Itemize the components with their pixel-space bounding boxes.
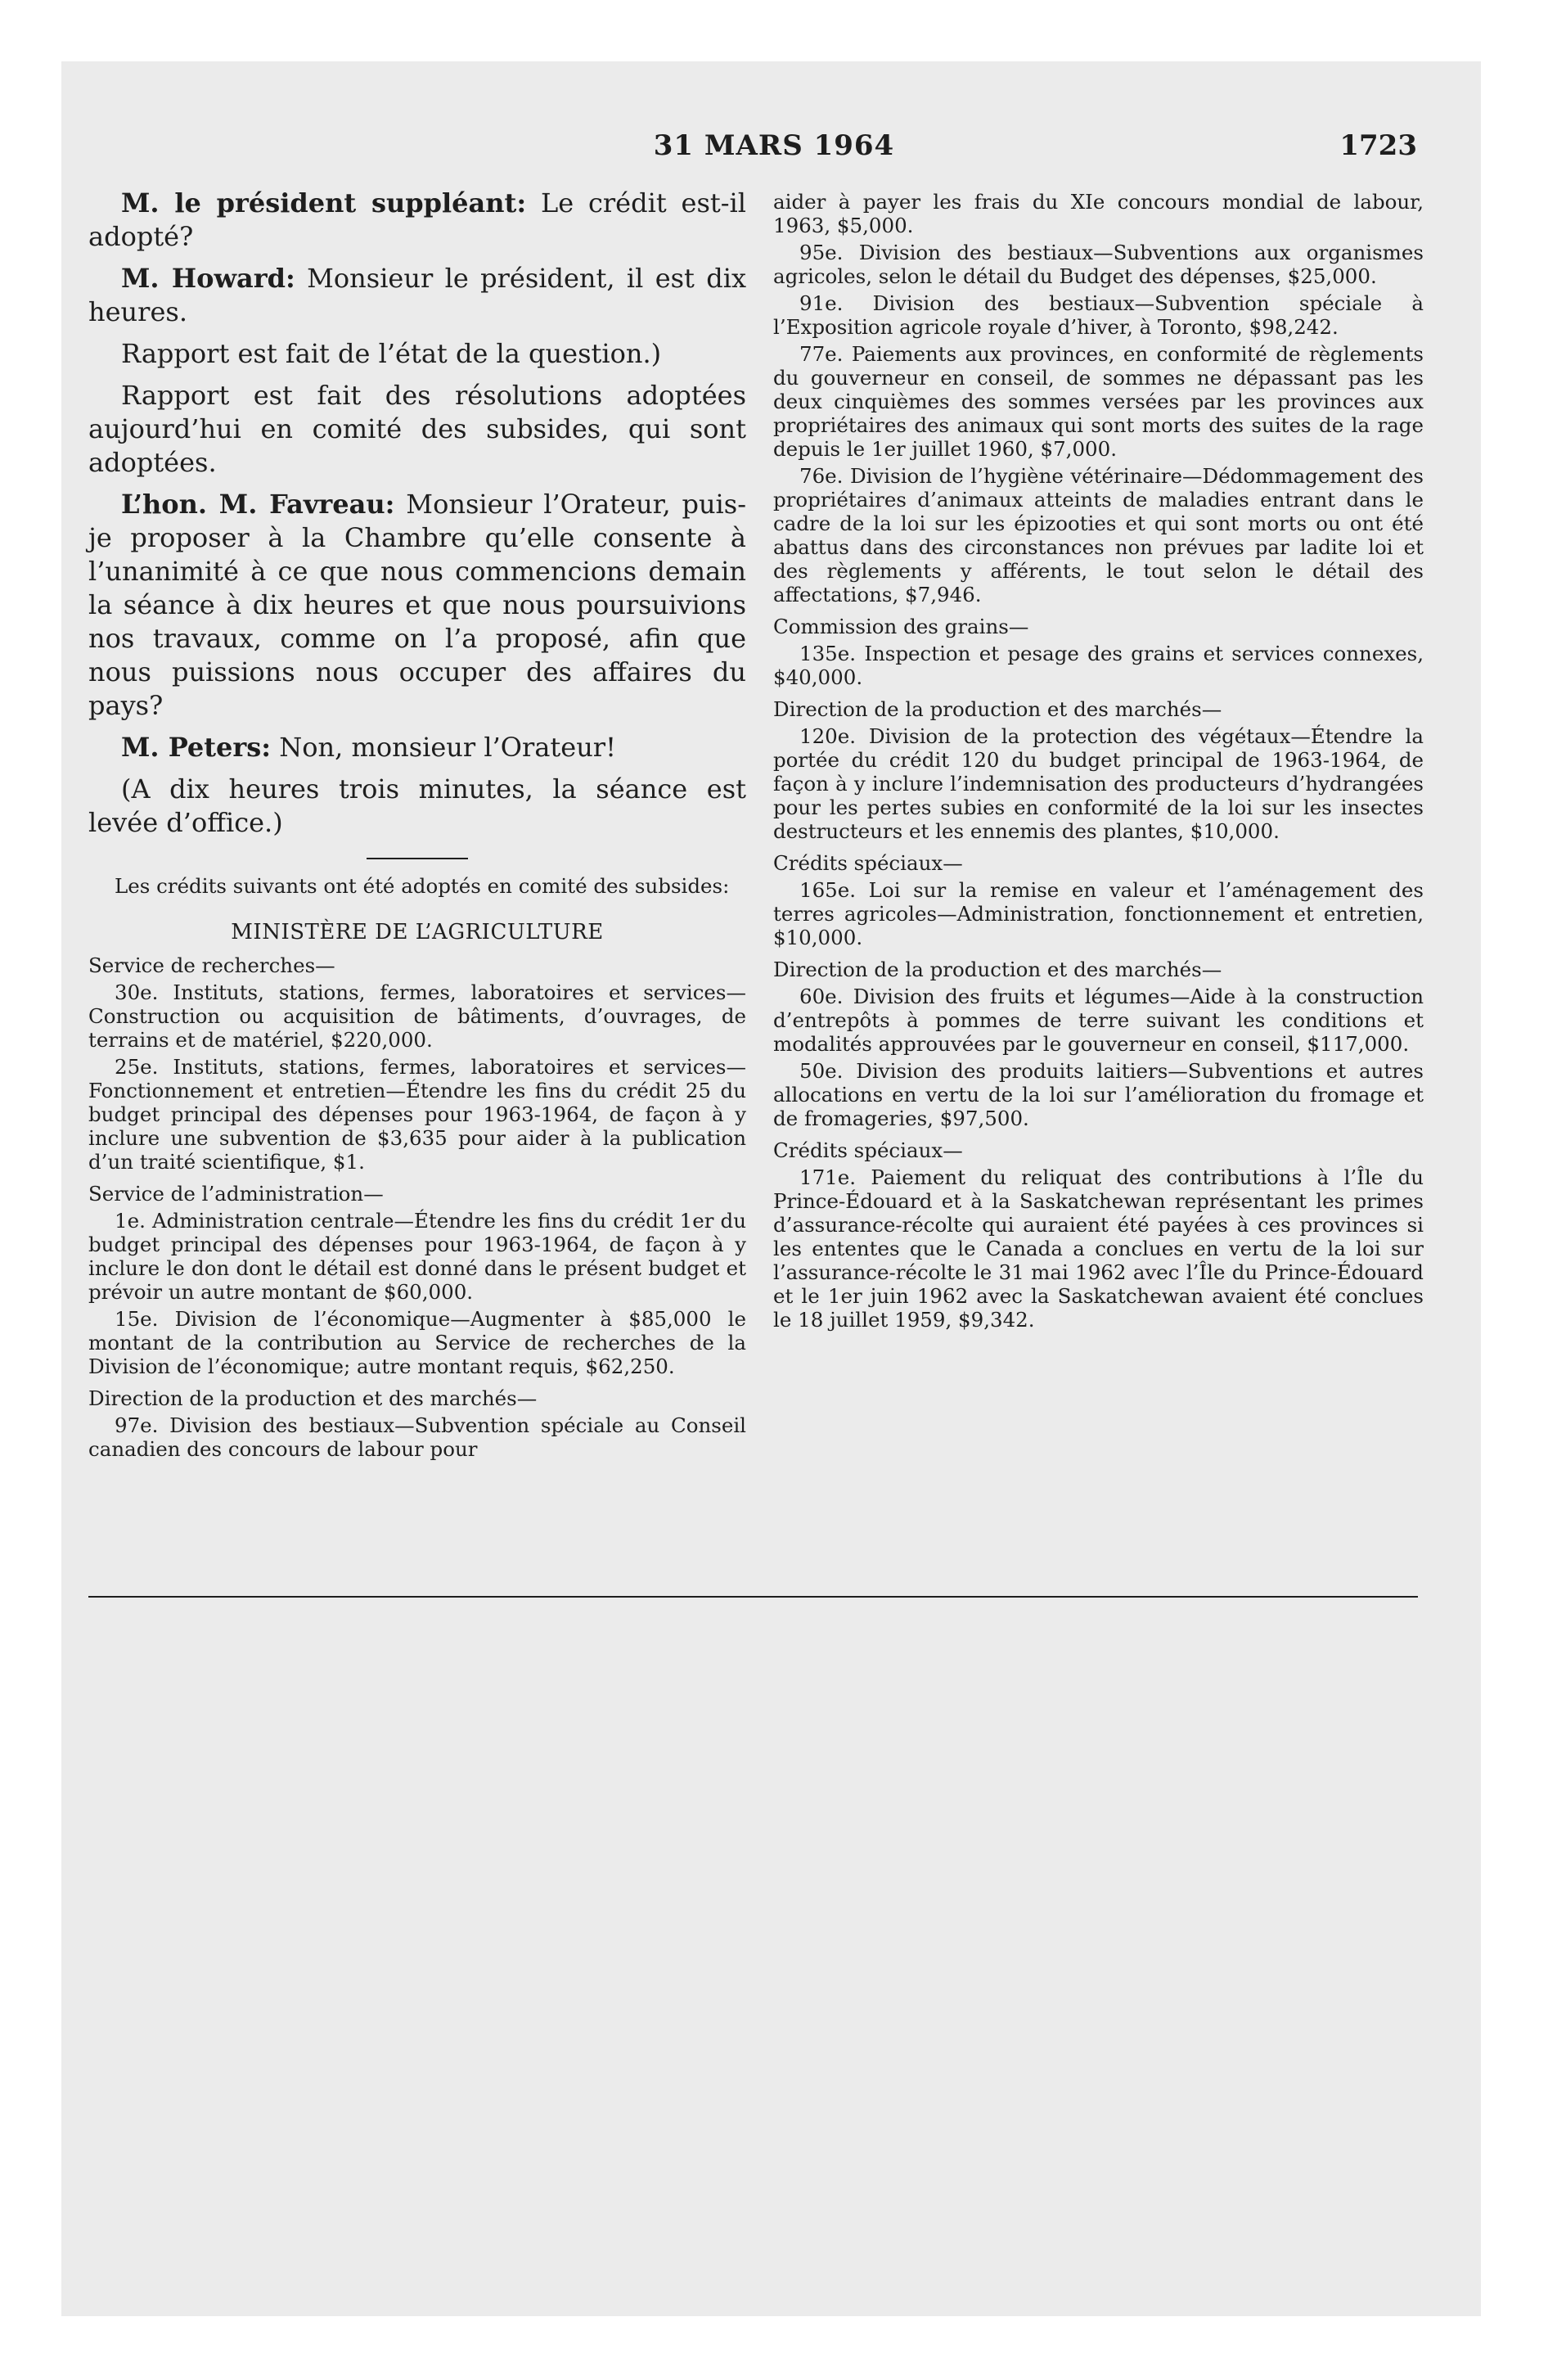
speaker-name: M. le président suppléant: [121,187,527,219]
credit-item: 95e. Division des bestiaux—Subventions aux organismes agricoles, selon le détail du Budget des dépenses, $25,000. [773,241,1424,288]
debate-text: Non, monsieur l’Orateur! [279,732,616,763]
bottom-rule [88,1596,1418,1598]
right-credit-list [773,190,1424,1332]
section-heading: Commission des grains— [773,615,1029,638]
left-credit-list [88,953,746,1461]
debate-paragraph [88,187,746,254]
credit-item: 15e. Division de l’économique—Augmenter à $85,000 le montant de la contribution au Service de recherches de la Division de l’économique; autre montant requis, $62,250. [88,1307,746,1378]
credit-item: 30e. Instituts, stations, fermes, laboratoires et services—Construction ou acquisition de bâtiments, d’ouvrages, de terrains et de matériel, $220,000. [88,980,746,1052]
page-date: 31 MARS 1964 [653,129,895,162]
debate-text: Le crédit est-il adopté? [88,187,747,252]
right-column [773,187,1424,1332]
credit-item: 76e. Division de l’hygiène vétérinaire—Dédommagement des propriétaires d’animaux atteints de maladies entrant dans le cadre de la loi sur les épizooties et qui sont morts ou ont été abattus dans des circonstances non prévues par ladite loi et des règlements y afférents, le tout selon le détail des affectations, $7,946. [773,464,1424,606]
section-heading: Direction de la production et des marchés— [773,958,1222,981]
speaker-name: M. Howard: [121,263,295,294]
section-heading: Crédits spéciaux— [773,1138,963,1162]
debate-paragraph [88,488,746,723]
credit-item: 135e. Inspection et pesage des grains et services connexes, $40,000. [773,642,1424,689]
debate-paragraph [88,731,746,764]
credit-item: 165e. Loi sur la remise en valeur et l’aménagement des terres agricoles—Administration, fonctionnement et entretien, $10,000. [773,878,1424,949]
debate-paragraph [88,262,746,329]
debate-paragraph [88,337,746,371]
ministry-title: MINISTÈRE DE L’AGRICULTURE [231,920,604,944]
speaker-name: L’hon. M. Favreau: [121,489,395,520]
credit-item: 50e. Division des produits laitiers—Subventions et autres allocations en vertu de la loi sur l’amélioration du fromage et de fromageries, $97,500. [773,1059,1424,1130]
section-heading: Service de recherches— [88,953,335,977]
credit-item: 97e. Division des bestiaux—Subvention spéciale au Conseil canadien des concours de labour pour [88,1413,746,1461]
page-number: 1723 [1339,129,1417,162]
debate-text: Monsieur le président, il est dix heures. [88,263,747,327]
section-heading: Crédits spéciaux— [773,851,963,875]
credits-intro: Les crédits suivants ont été adoptés en comité des subsides: [115,874,730,898]
credit-item: 120e. Division de la protection des végétaux—Étendre la portée du crédit 120 du budget principal de 1963-1964, de façon à y inclure l’indemnisation des producteurs d’hydrangées pour les pertes subies en conformité de la loi sur les insectes destructeurs et les ennemis des plantes, $10,000. [773,724,1424,843]
section-heading: Direction de la production et des marchés— [88,1386,538,1410]
credit-item: 1e. Administration centrale—Étendre les fins du crédit 1er du budget principal des dépenses pour 1963-1964, de façon à y inclure le don dont le détail est donné dans le présent budget et prévoir un autre montant de $60,000. [88,1209,746,1304]
credit-item: 91e. Division des bestiaux—Subvention spéciale à l’Exposition agricole royale d’hiver, à Toronto, $98,242. [773,291,1424,339]
debate-text: Monsieur l’Orateur, puis-je proposer à la Chambre qu’elle consente à l’unanimité à ce que nous commencions demain la séance à dix heures et que nous poursuivions nos travaux, comme on l’a proposé, afin que nous puissions nous occuper des affaires du pays? [88,489,747,721]
credit-item: 25e. Instituts, stations, fermes, laboratoires et services—Fonctionnement et entretien—Étendre les fins du crédit 25 du budget principal des dépenses pour 1963-1964, de façon à y inclure une subvention de $3,635 pour aider à la publication d’un traité scientifique, $1. [88,1055,746,1174]
credit-item-continued: aider à payer les frais du XIe concours mondial de labour, 1963, $5,000. [773,190,1424,237]
section-divider [367,858,468,859]
debate-text: Rapport est fait de l’état de la question.) [121,338,662,369]
debate-paragraph [88,379,746,480]
speaker-name: M. Peters: [121,732,272,763]
credit-item: 171e. Paiement du reliquat des contributions à l’Île du Prince-Édouard et à la Saskatchewan représentant les primes d’assurance-récolte qui auraient été payées à ces provinces si les ententes que le Canada a conclues en vertu de la loi sur l’assurance-récolte le 31 mai 1962 avec l’Île du Prince-Édouard et le 1er juin 1962 avec la Saskatchewan avaient été conclues le 18 juillet 1959, $9,342. [773,1165,1424,1332]
page-header [0,129,1548,170]
debate-section [88,187,746,840]
debate-text: (A dix heures trois minutes, la séance est levée d’office.) [88,773,746,838]
debate-text: Rapport est fait des résolutions adoptées aujourd’hui en comité des subsides, qui sont adoptées. [88,380,746,478]
section-heading: Direction de la production et des marchés— [773,697,1222,721]
credit-item: 60e. Division des fruits et légumes—Aide à la construction d’entrepôts à pommes de terre suivant les conditions et modalités approuvées par le gouverneur en conseil, $117,000. [773,985,1424,1056]
section-heading: Service de l’administration— [88,1182,384,1206]
debate-paragraph [88,773,746,840]
left-column [88,187,746,1461]
credit-item: 77e. Paiements aux provinces, en conformité de règlements du gouverneur en conseil, de sommes ne dépassant pas les deux cinquièmes des sommes versées par les provinces aux propriétaires des animaux qui sont morts des suites de la rage depuis le 1er juillet 1960, $7,000. [773,342,1424,461]
